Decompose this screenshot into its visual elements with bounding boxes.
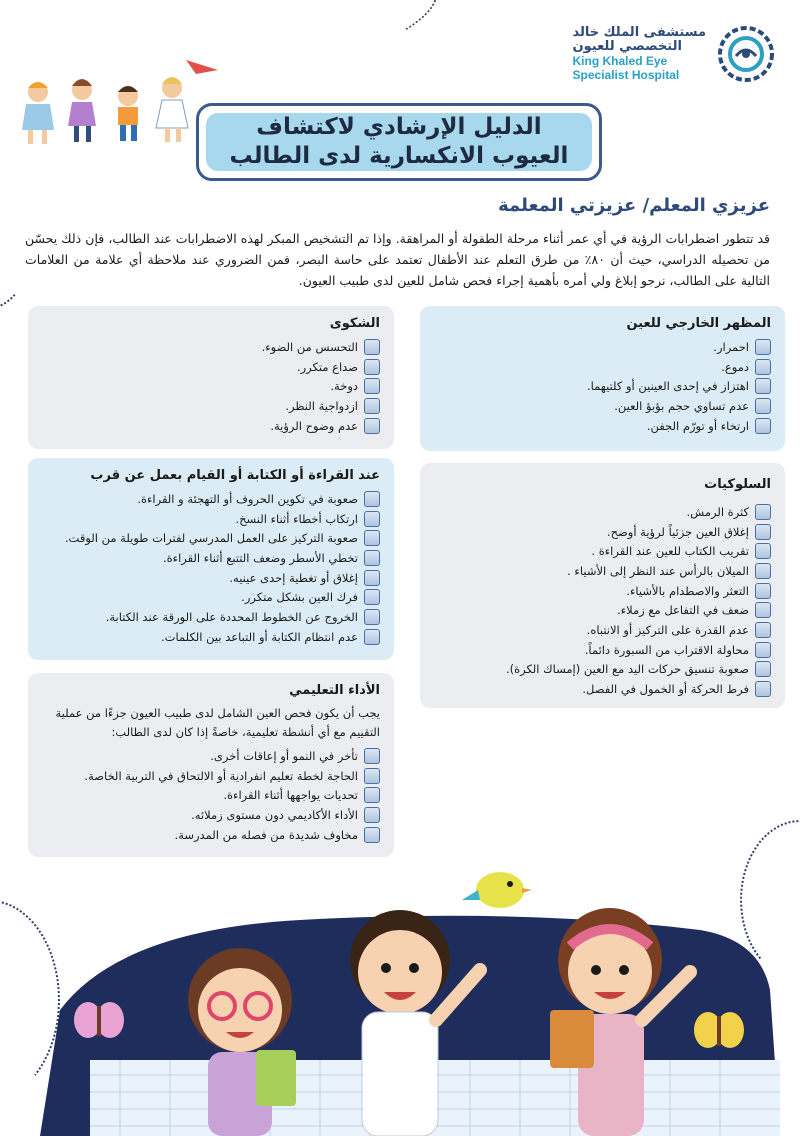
- checklist-item: [42, 416, 380, 436]
- checklist-item-label: صداع متكرر.: [296, 359, 358, 374]
- kid-4: [156, 77, 188, 142]
- checkbox[interactable]: [364, 511, 380, 527]
- checklist-item: [434, 376, 771, 396]
- checkbox[interactable]: [364, 418, 380, 434]
- checklist-item: [42, 805, 380, 825]
- checklist-item-label: الحاجة لخطة تعليم انفرادية أو الالتحاق في التربية الخاصة.: [84, 768, 358, 783]
- checklist-item-label: فرك العين بشكل متكرر.: [241, 590, 358, 605]
- checklist-item: [434, 679, 771, 699]
- logo-arabic-line2: التخصصي للعيون: [572, 39, 682, 54]
- checklist-item: [434, 541, 771, 561]
- kid-2: [68, 79, 96, 142]
- checklist-item: [42, 568, 380, 588]
- checklist-item-label: فرط الحركة أو الخمول في الفصل.: [582, 682, 749, 697]
- checklist-item-label: عدم القدرة على التركيز أو الانتباه.: [586, 622, 749, 637]
- paper-airplane-icon: [186, 60, 218, 74]
- checklist-item: [42, 528, 380, 548]
- checklist-item-label: التحسس من الضوء.: [261, 339, 358, 354]
- checklist-item: [42, 548, 380, 568]
- checklist-item-label: محاولة الاقتراب من السبورة دائماً.: [584, 642, 749, 657]
- checklist-item-label: عدم وضوح الرؤية.: [270, 418, 358, 433]
- checklist-item: [42, 337, 380, 357]
- checkbox[interactable]: [755, 524, 771, 540]
- checklist-item-label: دوخة.: [330, 379, 358, 394]
- checklist-item-label: صعوبة التركيز على العمل المدرسي لفترات طويلة من الوقت.: [64, 531, 358, 546]
- hospital-logo-mark-icon: [714, 22, 778, 86]
- checklist-item-label: الخروج عن الخطوط المحددة على الورقة عند الكتابة.: [105, 609, 358, 624]
- checklist-item: [42, 627, 380, 647]
- checkbox[interactable]: [364, 339, 380, 355]
- checkbox[interactable]: [755, 398, 771, 414]
- checkbox[interactable]: [364, 491, 380, 507]
- checkbox[interactable]: [364, 629, 380, 645]
- checklist-item: [434, 620, 771, 640]
- checklist-item-label: إغلاق أو تغطية إحدى عينيه.: [229, 570, 358, 585]
- kids-illustration: [10, 52, 220, 152]
- title-inner: [206, 113, 592, 171]
- checklist-item: [434, 337, 771, 357]
- checklist-item-label: كثرة الرمش.: [686, 504, 749, 519]
- checkbox[interactable]: [364, 787, 380, 803]
- greeting-heading: عزيزي المعلم/ عزيزتي المعلمة: [498, 195, 770, 216]
- checklist-item-label: عدم تساوي حجم بؤبؤ العين.: [614, 398, 749, 413]
- checklist-item: [42, 766, 380, 786]
- kid-3: [118, 86, 138, 141]
- checklist-item: [434, 396, 771, 416]
- checkbox[interactable]: [364, 807, 380, 823]
- checklist: [42, 337, 380, 435]
- checklist: [42, 746, 380, 844]
- checkbox[interactable]: [364, 378, 380, 394]
- checklist-item: [42, 396, 380, 416]
- checklist-item-label: الأداء الأكاديمي دون مستوى زملائه.: [191, 807, 358, 822]
- kid-1: [22, 82, 54, 144]
- checkbox[interactable]: [755, 504, 771, 520]
- checklist-item-label: دموع.: [721, 359, 749, 374]
- card-academic-performance: [28, 673, 394, 857]
- checklist-item-label: عدم انتظام الكتابة أو التباعد بين الكلمات.: [161, 629, 358, 644]
- checkbox[interactable]: [755, 543, 771, 559]
- checkbox[interactable]: [364, 359, 380, 375]
- checklist-item-label: مخاوف شديدة من فصله من المدرسة.: [174, 827, 358, 842]
- checklist-item-label: الميلان بالرأس عند النظر إلى الأشياء .: [567, 563, 749, 578]
- checklist: [42, 489, 380, 647]
- checklist-item-label: تقريب الكتاب للعين عند القراءة .: [591, 544, 749, 559]
- card-title: الشكوى: [329, 316, 380, 331]
- checklist-item-label: ضعف في التفاعل مع زملاء.: [617, 603, 749, 618]
- checklist-item-label: صعوبة في تكوين الحروف أو التهجئة و القراءة.: [137, 491, 358, 506]
- checkbox[interactable]: [755, 583, 771, 599]
- checklist-item: [434, 581, 771, 601]
- logo-arabic-line1: مستشفى الملك خالد: [572, 25, 706, 40]
- checklist-item-label: ارتكاب أخطاء أثناء النسخ.: [235, 511, 358, 526]
- checklist-item-label: ازدواجية النظر.: [285, 398, 358, 413]
- checkbox[interactable]: [364, 589, 380, 605]
- card-title: السلوكيات: [704, 477, 771, 492]
- title-line-2: العيوب الانكسارية لدى الطالب: [229, 143, 569, 169]
- checkbox[interactable]: [364, 550, 380, 566]
- hospital-logo: [573, 22, 778, 86]
- checkbox[interactable]: [755, 681, 771, 697]
- checklist-item: [434, 600, 771, 620]
- checklist-item: [42, 825, 380, 845]
- checkbox[interactable]: [755, 563, 771, 579]
- checklist-item: [42, 607, 380, 627]
- card-complaints: [28, 306, 394, 449]
- checklist-item: [434, 522, 771, 542]
- checklist-item: [42, 746, 380, 766]
- checklist: [434, 502, 771, 699]
- checklist-item: [42, 376, 380, 396]
- checkbox[interactable]: [364, 748, 380, 764]
- checkbox[interactable]: [755, 661, 771, 677]
- checkbox[interactable]: [755, 622, 771, 638]
- logo-english-line1: King Khaled Eye: [572, 54, 668, 68]
- checklist-item-label: تحديات يواجهها أثناء القراءة.: [223, 788, 358, 803]
- checkbox[interactable]: [364, 530, 380, 546]
- card-paragraph: يجب أن يكون فحص العين الشامل لدى طبيب العيون جزءًا من عملية التقييم مع أي أنشطة تعليمية، خاصةً إذا كان لدى الطالب:: [55, 706, 380, 739]
- checkbox[interactable]: [364, 609, 380, 625]
- checklist-item: [434, 416, 771, 436]
- checkbox[interactable]: [755, 339, 771, 355]
- title-box: [196, 103, 602, 181]
- checklist-item: [434, 502, 771, 522]
- checklist-item: [434, 357, 771, 377]
- checkbox[interactable]: [755, 418, 771, 434]
- title-line-1: الدليل الإرشادي لاكتشاف: [256, 114, 542, 140]
- checkbox[interactable]: [755, 359, 771, 375]
- checklist-item-label: تخطي الأسطر وضعف التتبع أثناء القراءة.: [162, 550, 358, 565]
- checklist-item-label: صعوبة تنسيق حركات اليد مع العين (إمساك الكرة).: [505, 662, 749, 677]
- card-reading-writing: [28, 458, 394, 660]
- checkbox[interactable]: [364, 570, 380, 586]
- checkbox[interactable]: [364, 398, 380, 414]
- checklist-item-label: ارتخاء أو تورّم الجفن.: [646, 418, 749, 433]
- checkbox[interactable]: [755, 642, 771, 658]
- card-external-appearance: [420, 306, 785, 451]
- checklist-item: [42, 357, 380, 377]
- card-behaviors: [420, 463, 785, 708]
- logo-text: [573, 26, 706, 82]
- bird-icon: [462, 872, 532, 908]
- checklist-item: [42, 785, 380, 805]
- checklist-item: [434, 660, 771, 680]
- card-title: عند القراءة أو الكتابة أو القيام بعمل عن قرب: [90, 468, 380, 483]
- checkbox[interactable]: [755, 378, 771, 394]
- card-title: الأداء التعليمي: [289, 683, 380, 698]
- checklist-item-label: تأخر في النمو أو إعاقات أخرى.: [210, 748, 358, 763]
- checklist-item: [434, 561, 771, 581]
- checklist-item-label: احمرار.: [713, 339, 749, 354]
- checklist-item: [42, 489, 380, 509]
- checklist-item-label: إغلاق العين جزئياً لرؤية أوضح.: [606, 524, 749, 539]
- checklist-item: [42, 587, 380, 607]
- checklist: [434, 337, 771, 435]
- card-title: المظهر الخارجي للعين: [626, 316, 771, 331]
- checklist-item-label: اهتزاز في إحدى العينين أو كلتيهما.: [586, 379, 749, 394]
- logo-english-line2: Specialist Hospital: [572, 68, 680, 82]
- checklist-item: [434, 640, 771, 660]
- checkbox[interactable]: [364, 768, 380, 784]
- butterfly-pink-icon: [74, 1002, 124, 1038]
- checkbox[interactable]: [755, 602, 771, 618]
- checkbox[interactable]: [364, 827, 380, 843]
- checklist-item-label: التعثر والاصطدام بالأشياء.: [626, 583, 749, 598]
- intro-paragraph: قد تتطور اضطرابات الرؤية في أي عمر أثناء مرحلة الطفولة أو المراهقة. وإذا تم التشخيص المبكر لهذه الاضطرابات عند الطالب، فإن ذلك يحسّن من تحصيله الدراسي، حيث أن ٨٠٪ من طرق التعلم عند الأطفال تعتمد على حاسة البصر، فمن الضروري عند ملاحظة أي علامة من العلامات التالية على الطالب، نرجو إبلاغ ولي أمره بأهمية إجراء فحص شامل للعين لدى طبيب العيون.: [25, 231, 770, 288]
- checklist-item: [42, 509, 380, 529]
- children-illustration: [0, 860, 800, 1136]
- butterfly-yellow-icon: [694, 1012, 744, 1048]
